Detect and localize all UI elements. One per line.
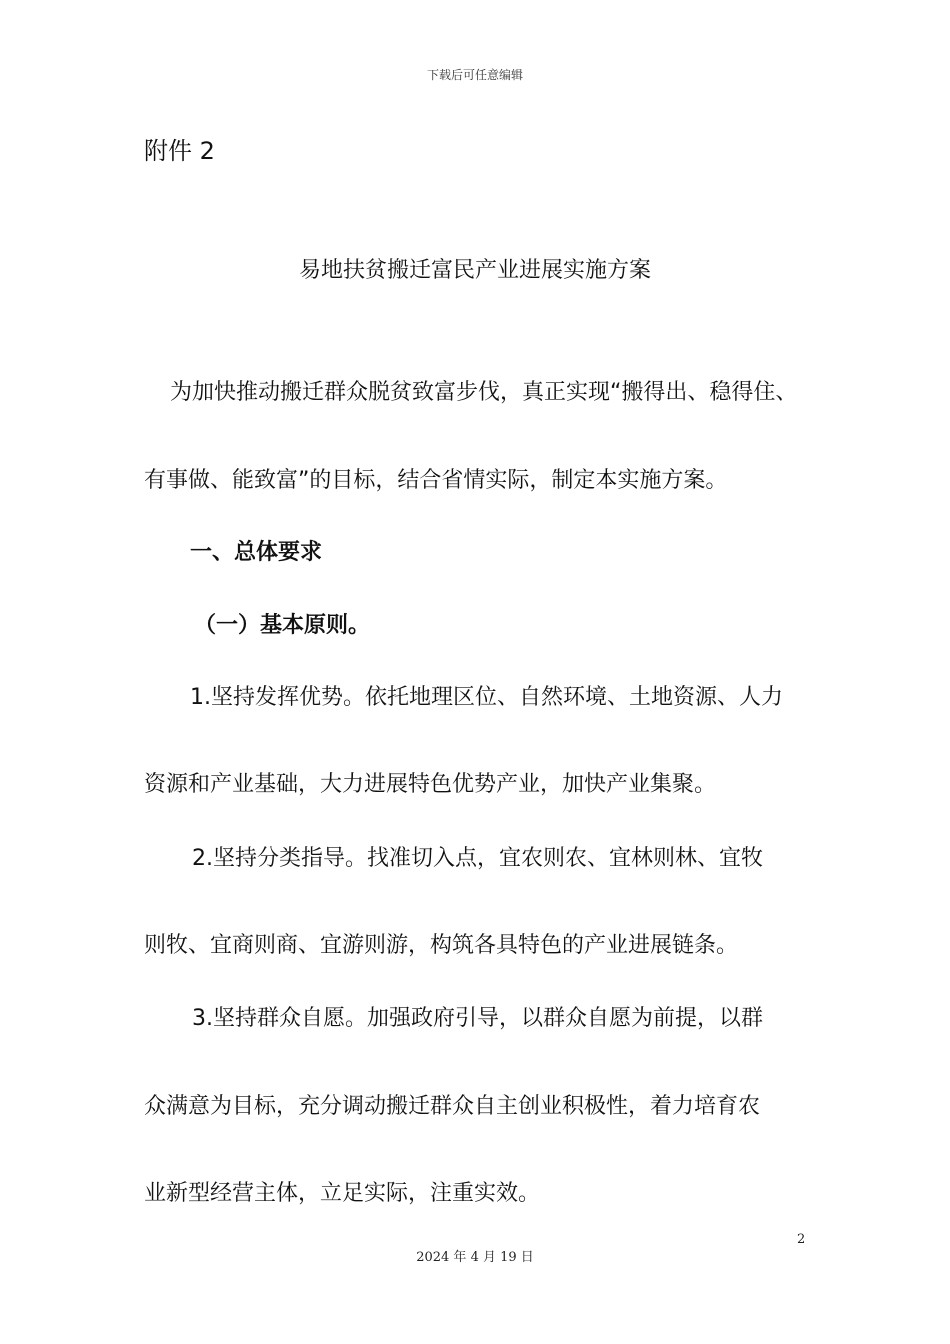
- subsection-heading-basic-principles: （一）基本原则。: [194, 613, 371, 638]
- principle-3-line-1: 3.坚持群众自愿。加强政府引导，以群众自愿为前提，以群: [192, 1006, 763, 1031]
- intro-line-2: 有事做、能致富”的目标，结合省情实际，制定本实施方案。: [144, 468, 728, 493]
- attachment-label: 附件 2: [144, 137, 215, 165]
- principle-3-line-3: 业新型经营主体，立足实际，注重实效。: [144, 1181, 541, 1206]
- page-header: 下载后可任意编辑: [426, 68, 523, 82]
- principle-2-line-2: 则牧、宜商则商、宜游则游，构筑各具特色的产业进展链条。: [144, 933, 739, 958]
- principle-1-line-2: 资源和产业基础，大力进展特色优势产业，加快产业集聚。: [144, 772, 717, 797]
- principle-2-line-1: 2.坚持分类指导。找准切入点，宜农则农、宜林则林、宜牧: [192, 846, 763, 871]
- principle-1-line-1: 1.坚持发挥优势。依托地理区位、自然环境、土地资源、人力: [190, 685, 783, 710]
- section-heading-general-requirements: 一、总体要求: [190, 540, 323, 565]
- footer-date: 2024 年 4 月 19 日: [416, 1250, 534, 1265]
- principle-3-line-2: 众满意为目标，充分调动搬迁群众自主创业积极性，着力培育农: [144, 1094, 761, 1119]
- document-title: 易地扶贫搬迁富民产业进展实施方案: [298, 258, 651, 283]
- intro-line-1: 为加快推动搬迁群众脱贫致富步伐，真正实现“搬得出、稳得住、: [170, 380, 798, 405]
- page-number: 2: [797, 1232, 806, 1247]
